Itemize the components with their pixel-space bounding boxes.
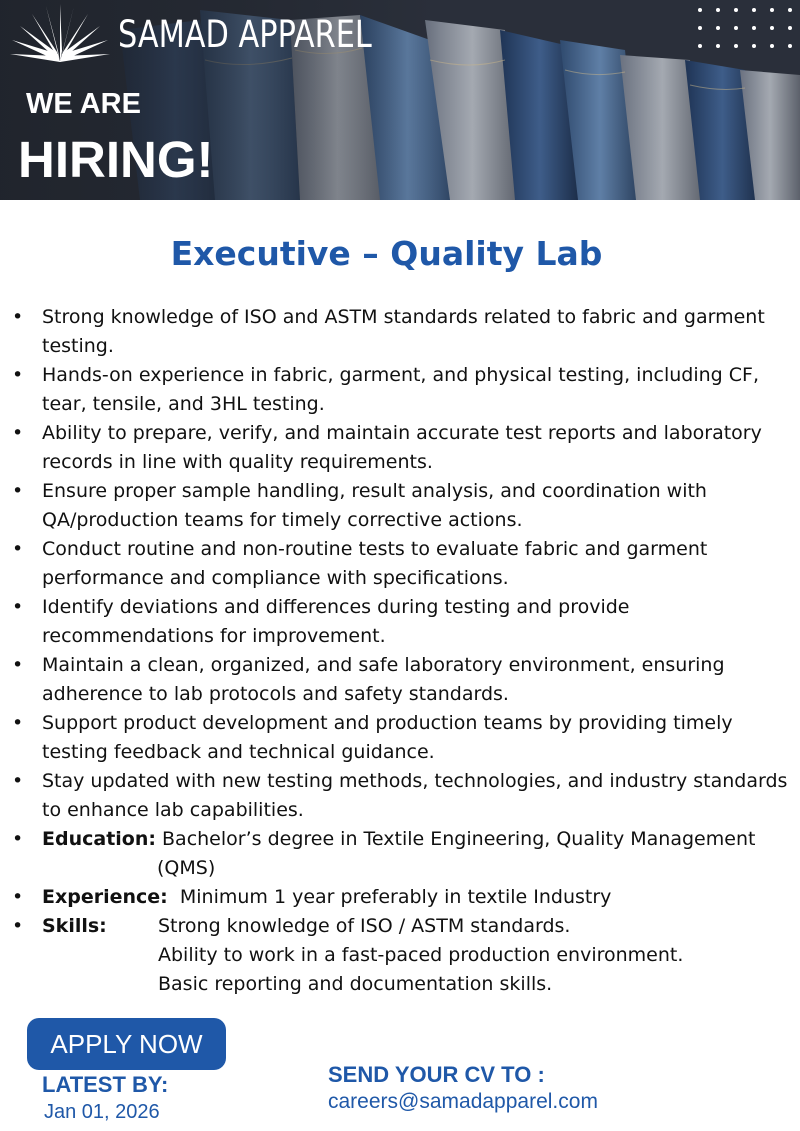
requirement-item <box>0 303 790 361</box>
requirement-text: Stay updated with new testing methods, technologies, and industry standards to enhance lab capabilities. <box>42 770 788 821</box>
bullet-icon: • <box>12 828 24 850</box>
bullet-icon: • <box>12 886 24 908</box>
we-are-text: WE ARE <box>26 88 141 120</box>
requirement-item <box>0 709 790 767</box>
bullet-icon: • <box>12 422 24 444</box>
education-item <box>0 825 790 883</box>
requirement-item <box>0 477 790 535</box>
job-title: Executive – Quality Lab <box>170 234 603 273</box>
bullet-icon: • <box>12 915 24 937</box>
education-value: Bachelor’s degree in Textile Engineering, Quality Management <box>162 828 756 850</box>
skill-line: Strong knowledge of ISO / ASTM standards. <box>158 915 571 937</box>
skills-label: Skills: <box>42 915 107 937</box>
requirement-text: Strong knowledge of ISO and ASTM standards related to fabric and garment testing. <box>42 306 765 357</box>
bullet-icon: • <box>12 306 24 328</box>
requirement-item <box>0 361 790 419</box>
brand-name: SAMAD APPAREL <box>118 12 372 56</box>
requirement-text: Maintain a clean, organized, and safe laboratory environment, ensuring adherence to lab protocols and safety standards. <box>42 654 725 705</box>
send-cv-label: SEND YOUR CV TO : <box>328 1062 545 1087</box>
brand-logo <box>8 4 428 64</box>
bullet-icon: • <box>12 364 24 386</box>
requirement-item <box>0 767 790 825</box>
education-label: Education: <box>42 828 156 850</box>
apply-now-button[interactable]: APPLY NOW <box>27 1018 226 1070</box>
skill-line: Basic reporting and documentation skills. <box>158 973 553 995</box>
requirement-text: Hands-on experience in fabric, garment, and physical testing, including CF, tear, tensile, and 3HL testing. <box>42 364 759 415</box>
bullet-icon: • <box>12 538 24 560</box>
skills-item <box>0 912 790 999</box>
bullet-icon: • <box>12 480 24 502</box>
requirement-item <box>0 419 790 477</box>
dot-grid-decoration <box>696 6 796 56</box>
job-requirements-list <box>0 303 790 999</box>
experience-item <box>0 883 790 912</box>
requirement-text: Ensure proper sample handling, result analysis, and coordination with QA/production teams for timely corrective actions. <box>42 480 707 531</box>
requirement-item <box>0 593 790 651</box>
requirement-item <box>0 651 790 709</box>
hiring-banner <box>0 0 800 200</box>
requirement-text: Ability to prepare, verify, and maintain accurate test reports and laboratory records in line with quality requirements. <box>42 422 762 473</box>
hiring-text: HIRING! <box>18 131 214 188</box>
bullet-icon: • <box>12 654 24 676</box>
experience-label: Experience: <box>42 886 168 908</box>
requirement-text: Identify deviations and differences during testing and provide recommendations for improvement. <box>42 596 630 647</box>
careers-email-link[interactable]: careers@samadapparel.com <box>328 1090 598 1113</box>
education-value-continued: (QMS) <box>157 857 216 879</box>
bullet-icon: • <box>12 770 24 792</box>
requirement-text: Support product development and production teams by providing timely testing feedback and technical guidance. <box>42 712 733 763</box>
deadline-date: Jan 01, 2026 <box>44 1101 160 1123</box>
sunburst-logo-icon <box>8 4 112 64</box>
latest-by-label: LATEST BY: <box>42 1072 169 1097</box>
experience-value: Minimum 1 year preferably in textile Industry <box>179 886 612 908</box>
bullet-icon: • <box>12 596 24 618</box>
skills-list <box>158 912 790 999</box>
requirement-text: Conduct routine and non-routine tests to evaluate fabric and garment performance and compliance with specifications. <box>42 538 708 589</box>
bullet-icon: • <box>12 712 24 734</box>
skill-line: Ability to work in a fast-paced production environment. <box>158 944 684 966</box>
requirement-item <box>0 535 790 593</box>
